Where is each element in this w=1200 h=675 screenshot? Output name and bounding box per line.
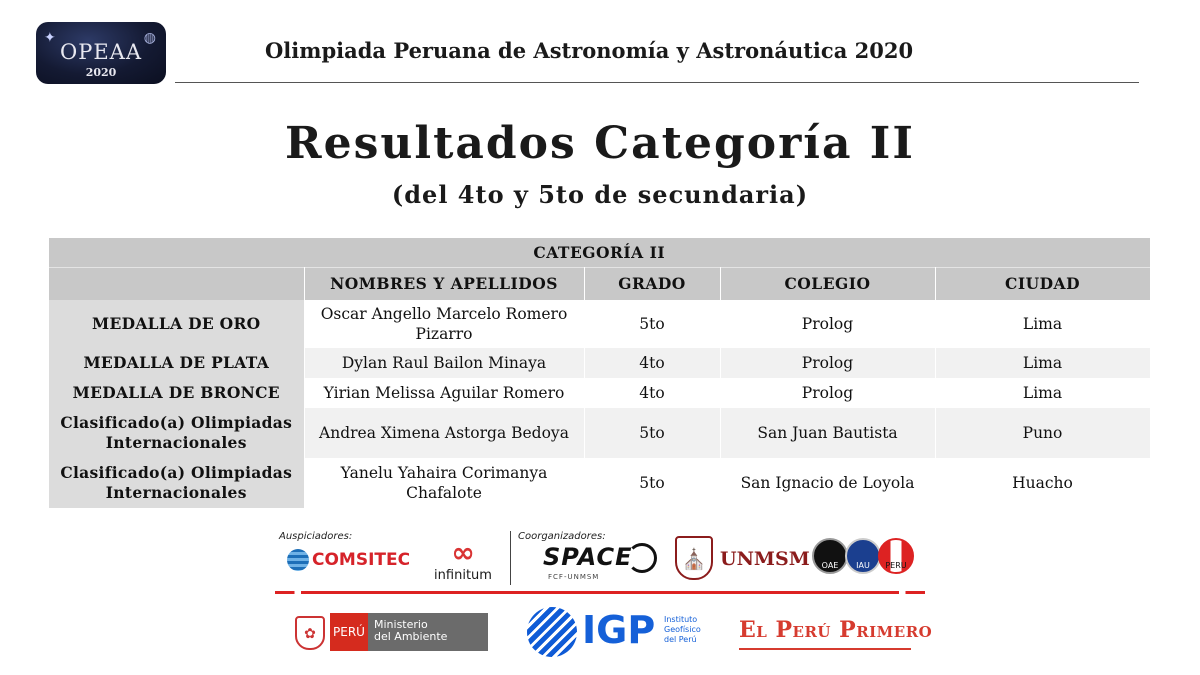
infinity-icon: ∞ — [451, 536, 475, 569]
globe-icon — [287, 549, 309, 571]
space-logo — [543, 543, 657, 573]
student-city: Lima — [935, 378, 1150, 408]
opeaa-logo — [36, 22, 166, 84]
minam-line-2: del Ambiente — [374, 630, 448, 643]
award-label: MEDALLA DE PLATA — [49, 348, 304, 378]
student-grade: 4to — [584, 378, 720, 408]
student-grade: 5to — [584, 408, 720, 458]
award-label: MEDALLA DE BRONCE — [49, 378, 304, 408]
logo-year: 2020 — [85, 66, 117, 79]
student-school: Prolog — [720, 300, 935, 348]
comsitec-logo — [287, 549, 410, 571]
infinitum-text: infinitum — [434, 568, 492, 583]
sponsor-divider — [510, 531, 511, 585]
el-peru-primero-logo: El Perú Primero — [739, 617, 933, 643]
student-grade: 5to — [584, 458, 720, 508]
oae-badge: OAE — [812, 538, 848, 574]
planet-icon: ◍ — [143, 30, 156, 46]
igp-sub-3: del Perú — [664, 635, 697, 644]
space-subtext: FCF-UNMSM — [548, 573, 600, 581]
coorganizers-label: Coorganizadores: — [518, 531, 606, 542]
student-name: Oscar Angello Marcelo Romero Pizarro — [304, 300, 584, 348]
student-school: San Juan Bautista — [720, 408, 935, 458]
table-row — [49, 378, 1150, 408]
peru-shield-icon: ✿ — [295, 616, 325, 650]
peru-badge: PERU — [878, 538, 914, 574]
igp-text: IGP — [582, 608, 656, 652]
column-header-empty — [49, 268, 304, 301]
student-name: Yanelu Yahaira Corimanya Chafalote — [304, 458, 584, 508]
el-peru-underline — [739, 648, 911, 650]
minam-peru-text: PERÚ — [330, 613, 368, 651]
sponsors-label: Auspiciadores: — [279, 531, 353, 542]
star-icon: ✦ — [44, 30, 56, 46]
student-grade: 4to — [584, 348, 720, 378]
unmsm-shield-icon: ⛪ — [675, 536, 713, 580]
table-row — [49, 458, 1150, 508]
table-row — [49, 300, 1150, 348]
student-name: Yirian Melissa Aguilar Romero — [304, 378, 584, 408]
table-row — [49, 408, 1150, 458]
iau-badge: IAU — [845, 538, 881, 574]
student-city: Lima — [935, 300, 1150, 348]
igp-subtext — [664, 615, 701, 645]
student-city: Lima — [935, 348, 1150, 378]
student-name: Dylan Raul Bailon Minaya — [304, 348, 584, 378]
student-city: Puno — [935, 408, 1150, 458]
column-header-grade: GRADO — [584, 268, 720, 301]
page-title: Resultados Categoría II — [285, 118, 915, 169]
column-header-city: CIUDAD — [935, 268, 1150, 301]
student-school: Prolog — [720, 348, 935, 378]
igp-globe-icon — [527, 607, 577, 657]
igp-sub-1: Instituto — [664, 615, 698, 624]
header-divider — [175, 82, 1139, 83]
student-grade: 5to — [584, 300, 720, 348]
comsitec-text: COMSITEC — [312, 550, 411, 570]
column-header-name: NOMBRES Y APELLIDOS — [304, 268, 584, 301]
igp-sub-2: Geofísico — [664, 625, 701, 634]
minam-line-1: Ministerio — [374, 618, 428, 631]
minam-logo — [330, 613, 488, 651]
table-category-row — [49, 238, 1150, 268]
table-header-row — [49, 268, 1150, 301]
sponsor-red-divider — [275, 591, 925, 594]
student-school: Prolog — [720, 378, 935, 408]
student-name: Andrea Ximena Astorga Bedoya — [304, 408, 584, 458]
table-row — [49, 348, 1150, 378]
award-label: Clasificado(a) Olimpiadas Internacionales — [49, 408, 304, 458]
results-table — [49, 238, 1151, 508]
award-label: MEDALLA DE ORO — [49, 300, 304, 348]
student-city: Huacho — [935, 458, 1150, 508]
column-header-school: COLEGIO — [720, 268, 935, 301]
page-subtitle: (del 4to y 5to de secundaria) — [391, 180, 809, 209]
category-header: CATEGORÍA II — [49, 238, 1150, 268]
unmsm-text: UNMSM — [720, 548, 810, 570]
space-text: SPACE — [543, 543, 633, 571]
minam-ministry — [368, 613, 488, 651]
student-school: San Ignacio de Loyola — [720, 458, 935, 508]
logo-text: OPEAA — [59, 40, 142, 64]
header-title: Olimpiada Peruana de Astronomía y Astronáutica 2020 — [265, 38, 914, 63]
infinitum-logo — [428, 538, 498, 583]
moon-icon — [627, 543, 657, 573]
award-label: Clasificado(a) Olimpiadas Internacionales — [49, 458, 304, 508]
